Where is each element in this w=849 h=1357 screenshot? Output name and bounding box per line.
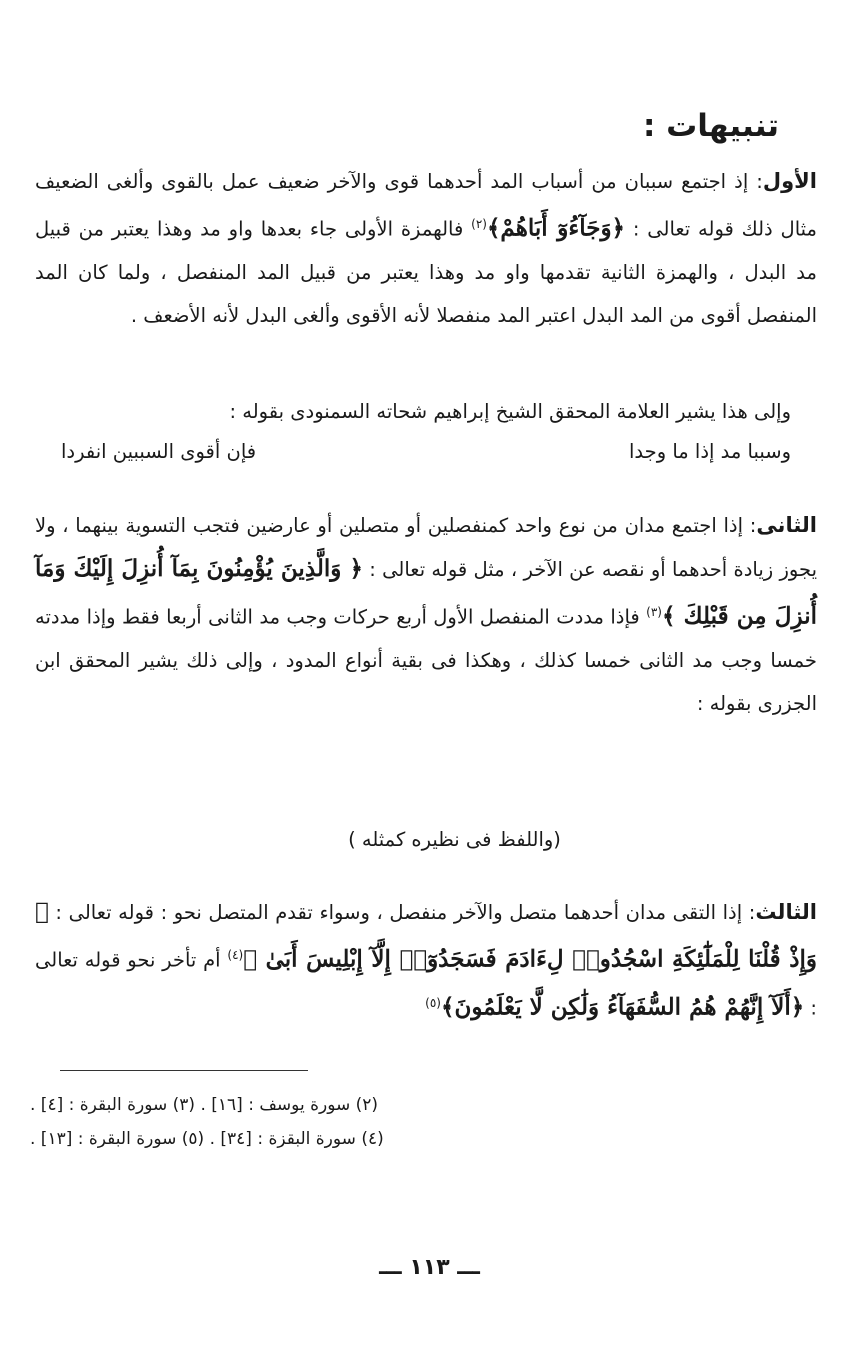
footnotes [30, 1088, 814, 1156]
section-heading: تنبيهات : [642, 108, 779, 144]
footnote-ref-2: (٢) [471, 217, 487, 231]
footnote-line-1: (٢) سورة يوسف : [١٦] . (٣) سورة البقرة : [٤] . [30, 1095, 379, 1115]
footnote-ref-5: (٥) [425, 995, 441, 1010]
paragraph-first-text-a: : إذ اجتمع سببان من أسباب المد أحدهما قوى والآخر ضعيف عمل بالقوى وألغى الضعيف مثال ذلك قوله تعالى : [35, 170, 817, 241]
quoted-line: (واللفظ فى نظيره كمثله ) [348, 828, 561, 851]
quran-verse-1: ﴿وَجَآءُوٓ أَبَاهُمْ﴾ [486, 214, 626, 242]
footnote-ref-3: (٣) [646, 605, 662, 619]
poem-hemistich-left: فإن أقوى السببين انفردا [61, 440, 257, 463]
paragraph-third [35, 890, 817, 1029]
quran-verse-3: ﴿ وَإِذْ قُلْنَا لِلْمَلَٰٓئِكَةِ اسْجُدُوا۟ لِءَادَمَ فَسَجَدُوٓا۟ إِلَّآ إِبْلِيسَ أَبَىٰ ﴾ [35, 898, 817, 973]
paragraph-first [35, 160, 817, 337]
paragraph-second [35, 504, 817, 725]
footnote-ref-4: (٤) [227, 948, 244, 962]
paragraph-first-text-b: فالهمزة الأولى جاء بعدها واو مد وهذا يعتبر من قبيل مد البدل ، والهمزة الثانية تقدمها واو مد وهذا يعتبر من قبيل المد المنفصل ، ولما كان المد المنفصل أقوى من المد البدل اعتبر المد منفصلا لأنه الأقوى وألغى البدل لأنه الأضعف . [35, 217, 817, 327]
paragraph-third-text-b: أم تأخر نحو قوله تعالى : [35, 948, 817, 1019]
paragraph-third-label: الثالث [755, 900, 817, 924]
paragraph-second-text-a: : إذا اجتمع مدان من نوع واحد كمنفصلين أو متصلين أو عارضين فتجب التسوية بينهما ، ولا يجوز زيادة أحدهما أو نقصه عن الآخر ، مثل قوله تعالى : [35, 514, 818, 581]
paragraph-second-text-b: فإذا مددت المنفصل الأول أربع حركات وجب مد الثانى أربعا فقط وإذا مددته خمسا وجب مد الثانى خمسا كذلك ، وهكذا فى بقية أنواع المدود ، وإلى ذلك يشير المحقق ابن الجزرى بقوله : [35, 605, 817, 715]
paragraph-third-text-a: : إذا التقى مدان أحدهما متصل والآخر منفصل ، وسواء تقدم المتصل نحو : قوله تعالى : [55, 901, 756, 924]
poem-line [61, 440, 791, 463]
paragraph-first-label: الأول [762, 169, 817, 193]
footnote-separator [60, 1070, 308, 1071]
quran-verse-4: ﴿أَلَآ إِنَّهُمْ هُمُ السُّفَهَآءُ وَلَٰكِن لَّا يَعْلَمُونَ﴾ [440, 993, 805, 1020]
footnote-line-2: (٤) سورة البقزة : [٣٤] . (٥) سورة البقرة : [١٣] . [30, 1129, 384, 1149]
poem-hemistich-right: وسببا مد إذا ما وجدا [629, 440, 791, 463]
paragraph-second-label: الثانى [756, 513, 817, 537]
page-number: ـــ ١١٣ ـــ [379, 1255, 480, 1280]
quran-verse-2: ﴿ وَالَّذِينَ يُؤْمِنُونَ بِمَآ أُنزِلَ إِلَيْكَ وَمَآ أُنزِلَ مِن قَبْلِكَ ﴾ [35, 555, 818, 630]
intro-line: وإلى هذا يشير العلامة المحقق الشيخ إبراهيم شحاته السمنودى بقوله : [229, 400, 791, 423]
